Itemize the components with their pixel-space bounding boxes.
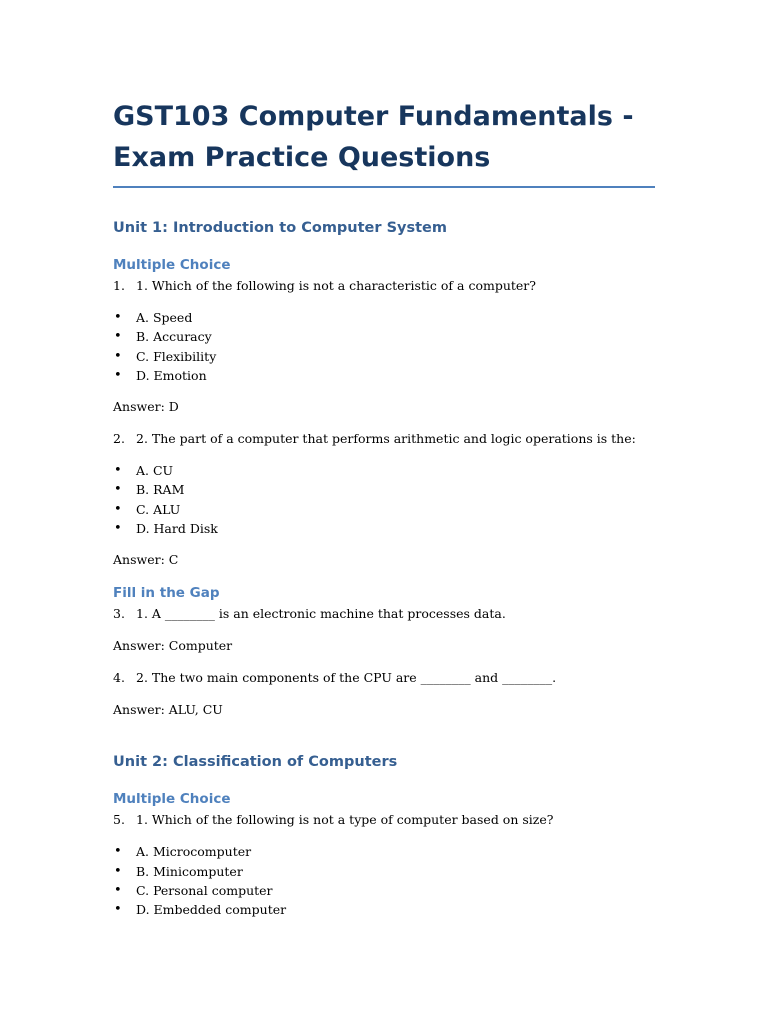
question-1-options: [113, 308, 655, 385]
option-item: [113, 862, 655, 881]
unit-1-heading: Unit 1: Introduction to Computer System: [113, 220, 447, 236]
option-text: A. Speed: [136, 310, 193, 325]
answer-2: Answer: C: [113, 552, 179, 568]
option-item: [113, 308, 655, 327]
option-item: [113, 347, 655, 366]
option-item: [113, 480, 655, 499]
unit-1-multiple-choice-heading: Multiple Choice: [113, 257, 231, 273]
question-5: [113, 811, 655, 829]
bullet-icon: •: [114, 521, 122, 537]
unit-2-multiple-choice-heading: Multiple Choice: [113, 791, 231, 808]
option-item: [113, 500, 655, 519]
option-text: D. Hard Disk: [136, 521, 218, 537]
option-text: D. Embedded computer: [136, 902, 287, 918]
option-item: [113, 327, 655, 346]
option-text: A. Microcomputer: [136, 844, 252, 860]
bullet-icon: •: [114, 501, 122, 517]
question-text: 2. The part of a computer that performs arithmetic and logic operations is the:: [136, 431, 636, 447]
answer-1: Answer: D: [113, 399, 179, 415]
option-text: B. RAM: [136, 482, 185, 498]
option-text: C. Flexibility: [136, 348, 217, 364]
bullet-icon: •: [114, 310, 122, 325]
question-4: [113, 669, 655, 687]
option-text: B. Minicomputer: [136, 863, 243, 879]
option-item: [113, 842, 655, 861]
bullet-icon: •: [114, 482, 122, 498]
option-item: [113, 461, 655, 480]
unit-2-heading: Unit 2: Classification of Computers: [113, 754, 398, 771]
unit-1-fill-in-gap-heading: Fill in the Gap: [113, 585, 220, 602]
bullet-icon: •: [114, 367, 122, 383]
option-item: [113, 519, 655, 538]
option-text: B. Accuracy: [136, 329, 212, 345]
option-text: D. Emotion: [136, 367, 207, 383]
question-3: [113, 605, 655, 623]
question-number: 2.: [113, 431, 125, 447]
document-page: [113, 96, 655, 920]
answer-4: Answer: ALU, CU: [113, 702, 223, 718]
bullet-icon: •: [114, 348, 122, 364]
option-text: C. Personal computer: [136, 882, 273, 898]
title-line-1: GST103 Computer Fundamentals -: [113, 101, 634, 132]
question-2-options: [113, 461, 655, 538]
question-2: [113, 430, 655, 448]
question-text: 1. Which of the following is not a characteristic of a computer?: [136, 278, 536, 293]
answer-3: Answer: Computer: [113, 638, 233, 654]
bullet-icon: •: [114, 463, 122, 479]
bullet-icon: •: [114, 882, 122, 898]
option-item: [113, 881, 655, 900]
document-title: [113, 96, 655, 188]
title-line-2: Exam Practice Questions: [113, 142, 491, 173]
question-text: 1. Which of the following is not a type of computer based on size?: [136, 812, 554, 828]
option-item: [113, 900, 655, 919]
question-text: 1. A ________ is an electronic machine that processes data.: [136, 606, 506, 622]
option-text: C. ALU: [136, 501, 181, 517]
question-number: 4.: [113, 670, 125, 686]
option-item: [113, 366, 655, 385]
question-5-options: [113, 842, 655, 919]
bullet-icon: •: [114, 329, 122, 345]
bullet-icon: •: [114, 902, 122, 918]
question-1: [113, 277, 655, 295]
question-text: 2. The two main components of the CPU are ________ and ________.: [136, 670, 557, 686]
bullet-icon: •: [114, 844, 122, 860]
question-number: 1.: [113, 278, 125, 293]
question-number: 5.: [113, 812, 125, 828]
question-number: 3.: [113, 606, 125, 622]
option-text: A. CU: [136, 463, 174, 479]
bullet-icon: •: [114, 863, 122, 879]
